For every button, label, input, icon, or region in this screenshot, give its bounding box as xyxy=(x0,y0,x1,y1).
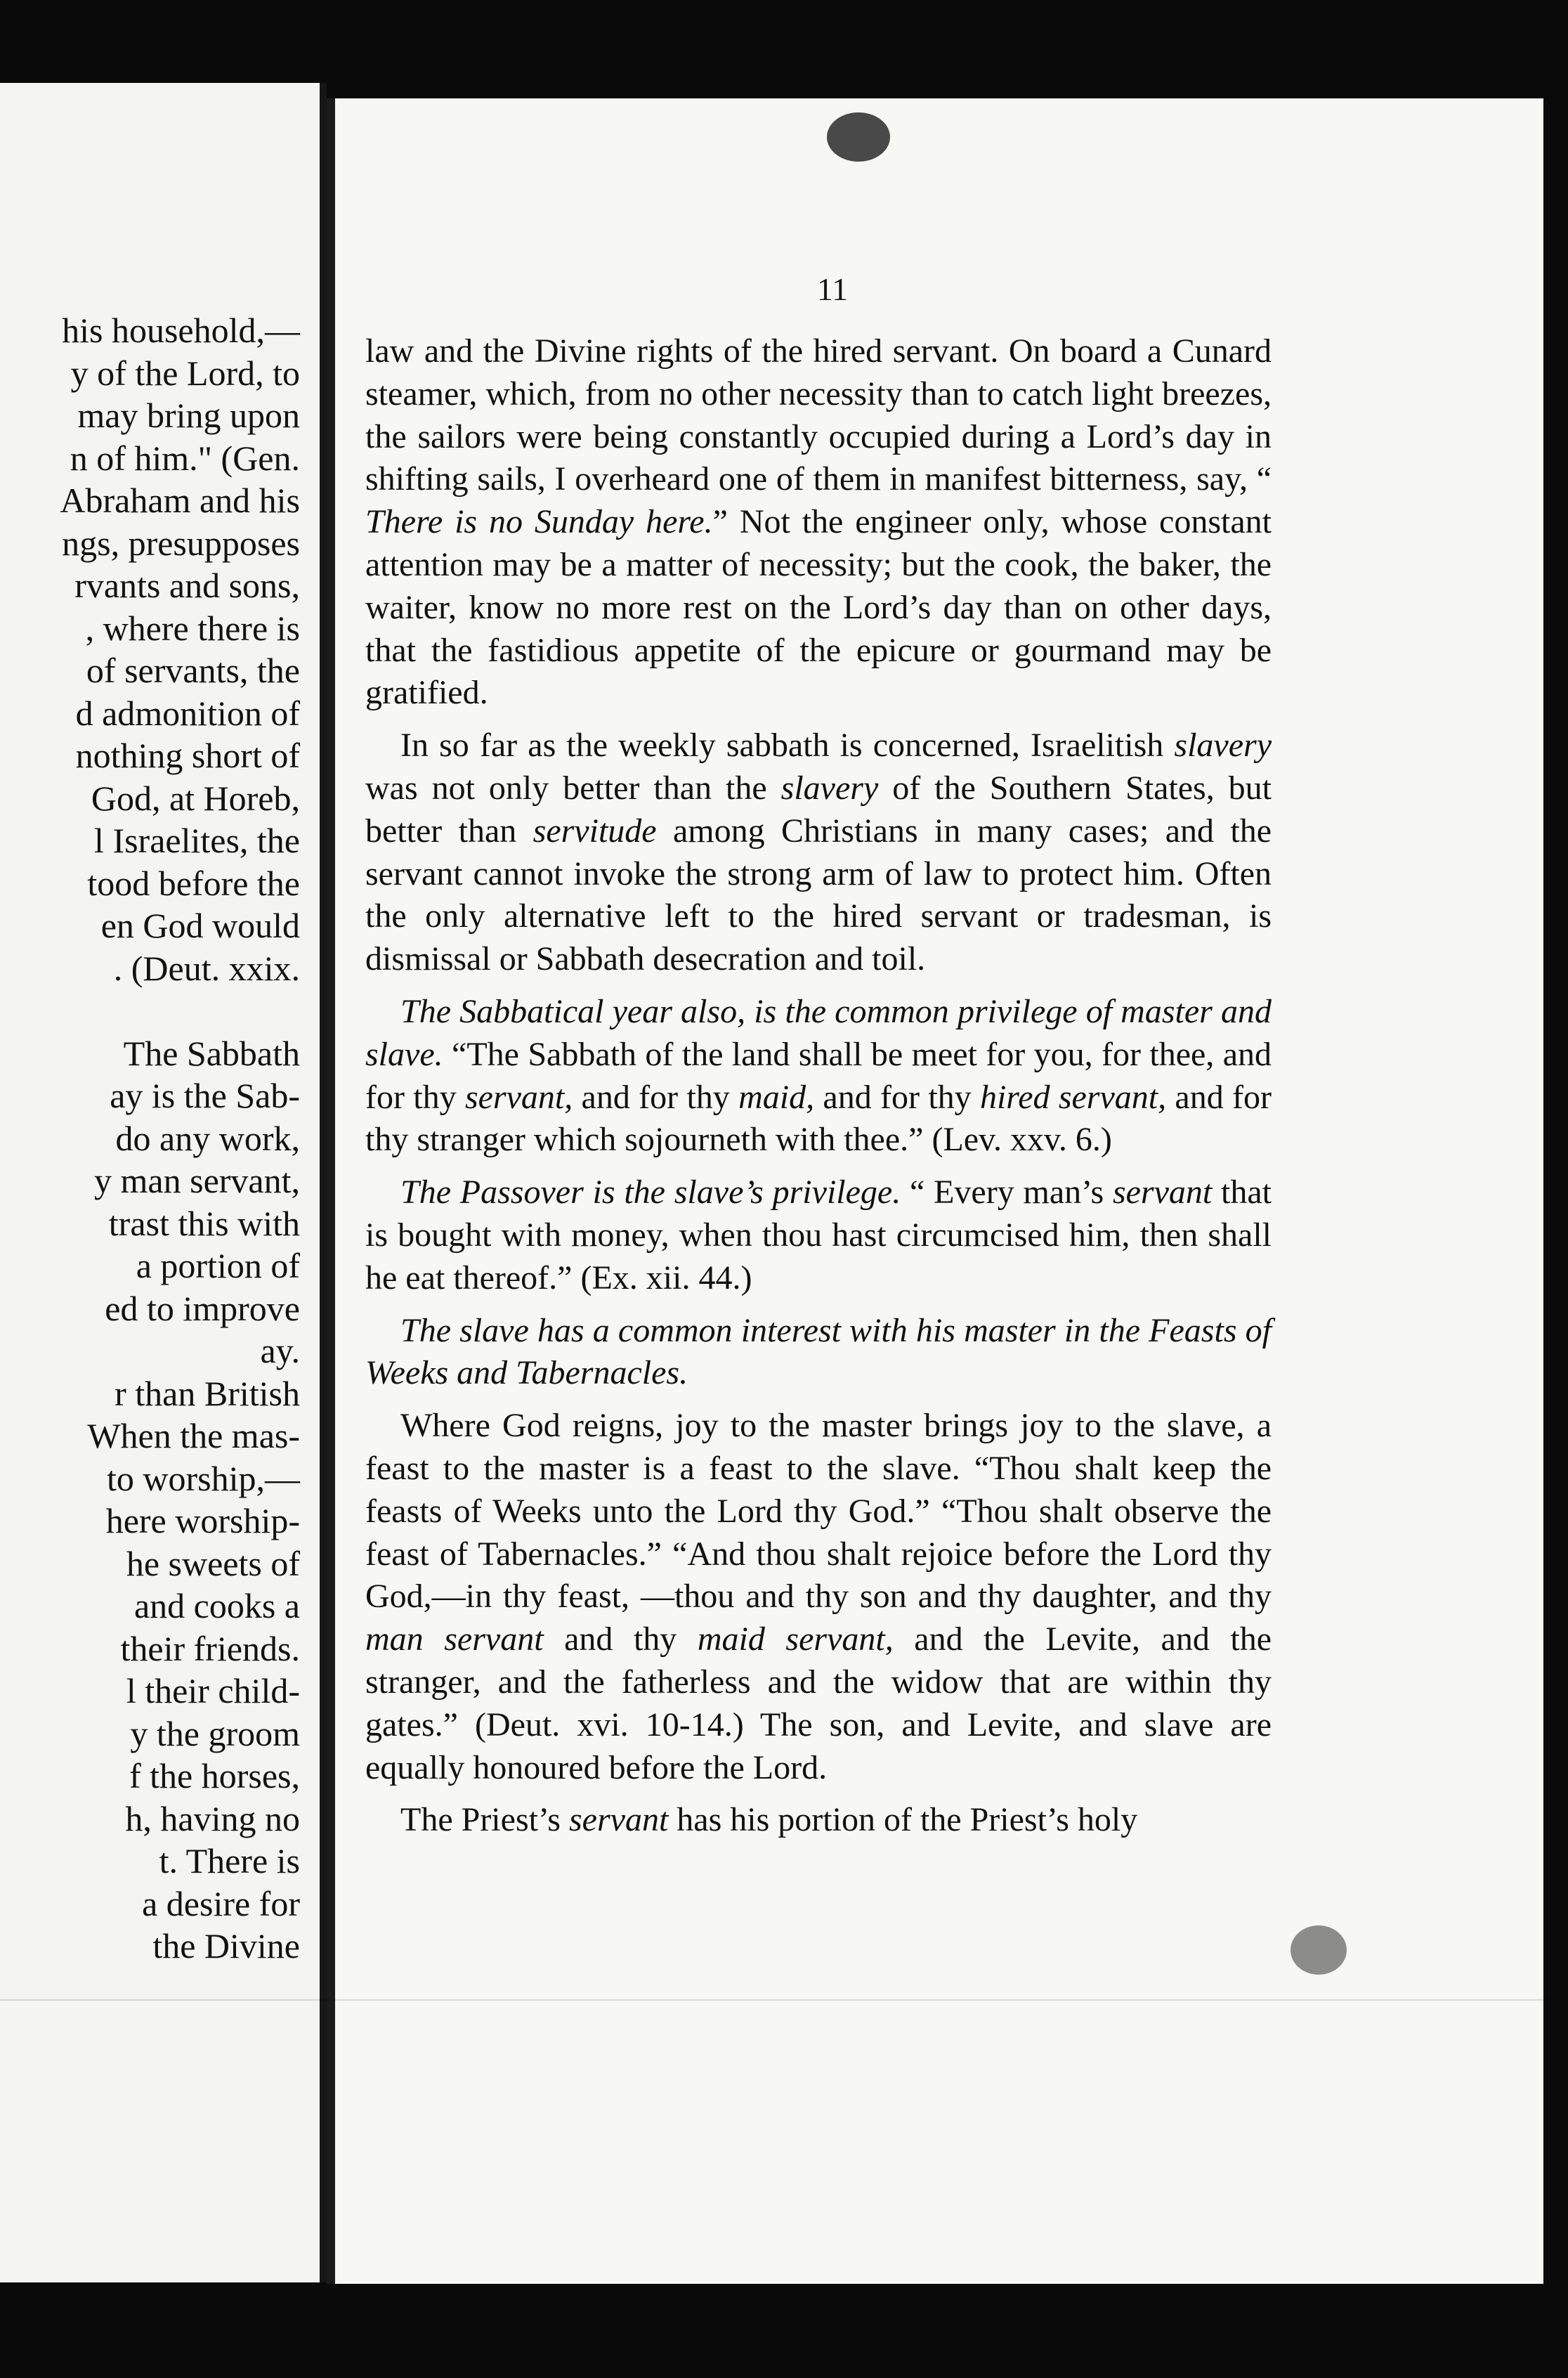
text-run: and for thy xyxy=(814,1078,980,1116)
left-page-line: ngs, presupposes xyxy=(62,523,300,563)
paragraph-p4 xyxy=(365,1171,1272,1299)
page-number: 11 xyxy=(816,271,849,307)
text-run: and the Levite, and the stranger, and the fatherless and the widow that are within thy gates.” (Deut. xvi. 10-14.) The son, and Levite, and slave are equally honoured before the Lord. xyxy=(365,1620,1272,1786)
italic-text: servant, xyxy=(464,1078,573,1116)
left-page-line: his household,— xyxy=(62,311,300,350)
left-page-line: d admonition of xyxy=(75,693,300,733)
left-page-line: nothing short of xyxy=(75,736,300,775)
left-page-line: y the groom xyxy=(130,1713,300,1753)
text-run: among Christians in many cases; and the servant cannot invoke the strong arm of law to protect him. Often the only alternative left to the hired servant or tradesman, is dismissal or Sabbath desecration and toil. xyxy=(365,812,1272,978)
text-run: of the Southern States, but better than xyxy=(365,769,1272,850)
italic-text: slavery xyxy=(780,769,879,807)
text-run: and thy xyxy=(543,1620,698,1658)
text-run: “ Every man’s xyxy=(901,1174,1113,1211)
italic-text: slavery xyxy=(1174,727,1272,765)
left-page-line: t. There is xyxy=(159,1841,300,1880)
left-page-line: , where there is xyxy=(85,608,300,648)
italic-text: The slave has a common interest with his master in the Feasts of Weeks and Tabernacles. xyxy=(365,1311,1272,1392)
text-run: and for thy xyxy=(573,1078,739,1116)
text-run: “The Sabbath of the land shall be meet for you, for thee, and for thy xyxy=(365,1035,1272,1116)
left-page-line: of servants, the xyxy=(86,651,300,690)
left-page-line: their friends. xyxy=(120,1628,300,1668)
left-page-line: ed to improve xyxy=(105,1288,300,1328)
italic-text: The Passover is the slave’s privilege. xyxy=(400,1174,901,1211)
left-page-line: y man servant, xyxy=(94,1161,300,1200)
paragraph-p2 xyxy=(365,725,1272,981)
left-page-line: tood before the xyxy=(87,863,300,903)
text-run: and for thy stranger which sojourneth with thee.” (Lev. xxv. 6.) xyxy=(365,1078,1272,1159)
italic-text: hired servant, xyxy=(979,1078,1167,1116)
paragraph-p6 xyxy=(365,1405,1272,1789)
italic-text: servant xyxy=(1112,1174,1213,1211)
text-run: that is bought with money, when thou hast circumcised him, then shall he eat thereof.” (Ex. xii. 44.) xyxy=(365,1174,1272,1297)
text-run: Where God reigns, joy to the master brings joy to the slave, a feast to the master is a feast to the slave. “Thou shalt keep the feasts of Weeks unto the Lord thy God.” “Thou shalt observe the feast of Tabernacles.” “And thou shalt rejoice before the Lord thy God,—in thy feast, —thou and thy son and thy daughter, and thy xyxy=(365,1407,1272,1616)
left-page-line: en God would xyxy=(100,906,300,945)
left-page-line: to worship,— xyxy=(107,1458,300,1498)
left-page-line: God, at Horeb, xyxy=(91,778,300,818)
left-page-line: he sweets of xyxy=(126,1543,300,1583)
left-page-line: h, having no xyxy=(125,1798,300,1838)
italic-text: servitude xyxy=(533,812,657,850)
left-page-line: r than British xyxy=(115,1373,300,1413)
paragraph-p1 xyxy=(365,330,1272,715)
left-page xyxy=(0,83,327,2282)
italic-text: The Sabbatical year also, is the common privilege of master and slave. xyxy=(365,992,1272,1073)
left-page-line: l Israelites, the xyxy=(94,821,300,860)
left-page-line: Abraham and his xyxy=(60,481,300,520)
left-page-line: ay. xyxy=(260,1331,300,1370)
left-page-line: a portion of xyxy=(136,1246,300,1285)
paragraph-p3 xyxy=(365,991,1272,1162)
italic-text: There is no Sunday here. xyxy=(365,503,713,541)
left-page-line: a desire for xyxy=(142,1883,300,1923)
left-page-line: The Sabbath xyxy=(123,1033,300,1073)
italic-text: servant xyxy=(568,1801,669,1839)
italic-text: man servant xyxy=(365,1620,544,1658)
paragraph-p5 xyxy=(365,1310,1272,1396)
left-page-line: trast this with xyxy=(108,1203,300,1243)
left-page-text xyxy=(0,309,300,1968)
paragraph-p7 xyxy=(365,1799,1272,1842)
left-page-line: may bring upon xyxy=(77,396,300,435)
left-page-line: . (Deut. xxix. xyxy=(113,948,300,988)
left-page-line: rvants and sons, xyxy=(74,566,300,605)
page-fold xyxy=(0,1999,1568,2001)
body-text xyxy=(365,330,1272,1842)
italic-text: maid, xyxy=(738,1078,815,1116)
text-run: ” Not the engineer only, whose constant attention may be a matter of necessity; but the cook, the baker, the waiter, know no more rest on the Lord’s day than on other days, that the fastidious appetite of the epicure or gourmand may be gratified. xyxy=(365,503,1272,712)
left-page-line: the Divine xyxy=(152,1926,300,1966)
left-page-line: f the horses, xyxy=(129,1756,300,1795)
left-page-line: l their child- xyxy=(126,1671,300,1710)
paragraph-gap xyxy=(0,989,300,1032)
ink-stain xyxy=(827,112,890,162)
left-page-line: here worship- xyxy=(105,1501,300,1540)
text-run: was not only better than the xyxy=(365,769,781,807)
text-run: has his portion of the Priest’s holy xyxy=(668,1801,1138,1839)
left-page-line: n of him." (Gen. xyxy=(70,438,300,478)
italic-text: maid servant, xyxy=(697,1620,894,1658)
text-run: law and the Divine rights of the hired servant. On board a Cunard steamer, which, from no other necessity than to catch light breezes, the sailors were being constantly occupied during a Lord’s day in shifting sails, I overheard one of them in manifest bitterness, say, “ xyxy=(365,332,1272,498)
text-run: In so far as the weekly sabbath is concerned, Israelitish xyxy=(400,727,1175,765)
left-page-line: ay is the Sab- xyxy=(110,1076,300,1115)
left-page-line: do any work, xyxy=(115,1118,300,1158)
text-run: The Priest’s xyxy=(400,1801,569,1839)
ink-stain xyxy=(1291,1925,1347,1975)
left-page-line: and cooks a xyxy=(133,1586,300,1625)
left-page-line: y of the Lord, to xyxy=(70,353,300,393)
left-page-line: When the mas- xyxy=(87,1416,300,1455)
